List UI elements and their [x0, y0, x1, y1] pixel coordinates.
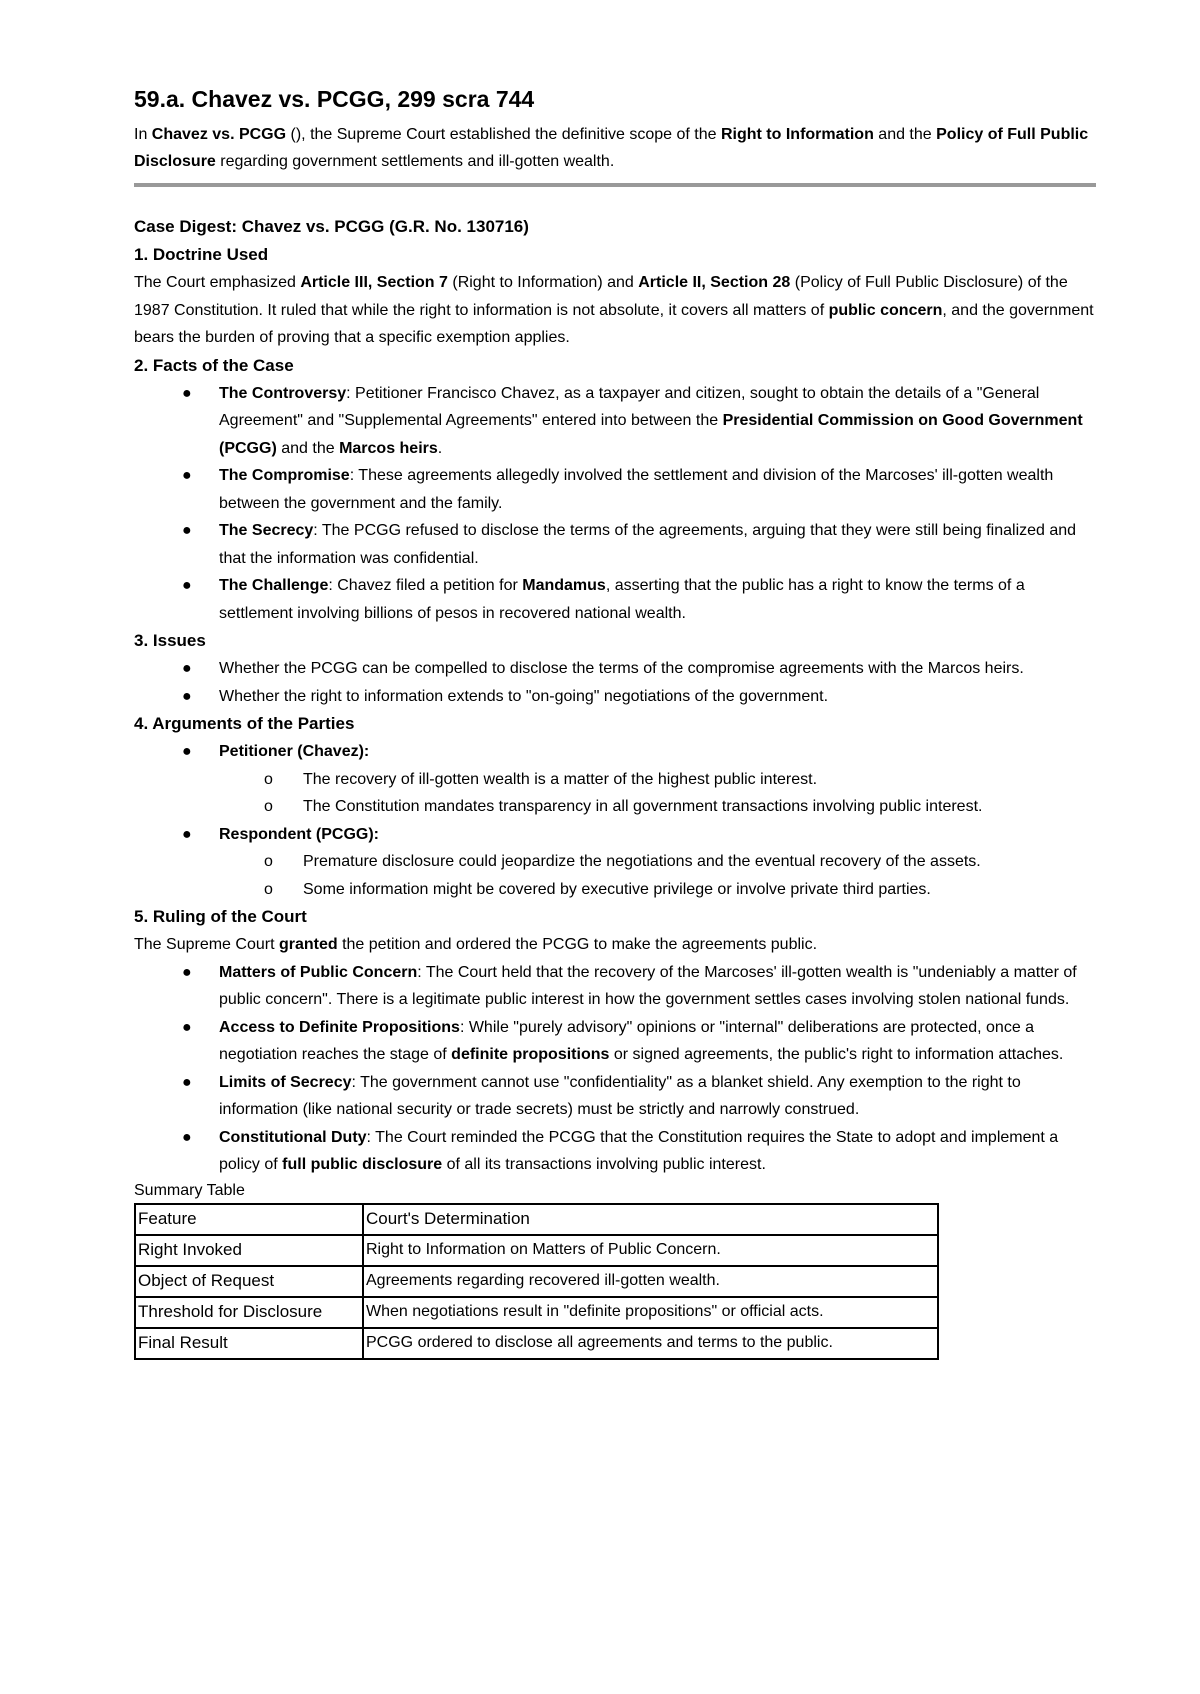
intro-text: regarding government settlements and ill-gotten wealth. [215, 153, 615, 170]
list-item [134, 821, 1096, 904]
bullet-icon: ● [182, 384, 192, 402]
ruling-bold: definite propositions [451, 1046, 610, 1063]
list-item [134, 1014, 1096, 1069]
argument-text: Some information might be covered by executive privilege or involve private third parties. [303, 880, 931, 898]
doctrine-text: (Right to Information) and [447, 274, 639, 291]
intro-paragraph [134, 121, 1096, 175]
fact-bold: Mandamus [522, 577, 606, 594]
table-row [135, 1328, 938, 1359]
ruling-heading: 5. Ruling of the Court [134, 907, 307, 926]
circle-bullet-icon: o [264, 880, 273, 898]
list-item [219, 793, 1096, 821]
list-item [134, 462, 1096, 517]
bullet-icon: ● [182, 660, 192, 677]
arguments-heading: 4. Arguments of the Parties [134, 714, 355, 733]
doctrine-text: The Court emphasized [134, 274, 301, 291]
list-item [134, 655, 1096, 683]
fact-term: The Compromise [219, 467, 350, 484]
ruling-lead [134, 931, 1096, 959]
list-item [134, 683, 1096, 711]
bullet-icon: ● [182, 577, 192, 594]
list-item [219, 766, 1096, 794]
table-cell: PCGG ordered to disclose all agreements and terms to the public. [363, 1328, 938, 1359]
list-item [219, 848, 1096, 876]
issues-list [134, 655, 1096, 710]
argument-text: The recovery of ill-gotten wealth is a matter of the highest public interest. [303, 770, 818, 788]
argument-text: The Constitution mandates transparency in all government transactions involving public interest. [303, 798, 983, 815]
ruling-text: : The Court held that the recovery of the Marcoses' ill-gotten wealth is "undeniably a matter of public concern". There is a legitimate public interest in how the government settles cases involving stolen national funds. [219, 963, 1077, 1008]
intro-text: (), the Supreme Court established the definitive scope of the [286, 126, 721, 143]
party-label: Respondent (PCGG): [219, 825, 379, 843]
ruling-text: : The Court reminded the PCGG that the Constitution requires the State to adopt and implement a policy of [219, 1128, 1059, 1173]
fact-text: : The PCGG refused to disclose the terms of the agreements, arguing that they were still being finalized and that the information was confidential. [219, 522, 1077, 567]
bullet-icon: ● [182, 1018, 192, 1036]
list-item [134, 1069, 1096, 1124]
table-row [135, 1235, 938, 1266]
intro-text: and the [873, 126, 937, 143]
table-cell: Agreements regarding recovered ill-gotten wealth. [363, 1266, 938, 1297]
table-cell: Final Result [135, 1328, 363, 1359]
bullet-icon: ● [182, 687, 192, 705]
issue-text: Whether the PCGG can be compelled to disclose the terms of the compromise agreements with the Marcos heirs. [219, 660, 1024, 677]
intro-bold-policy: Policy of Full Public Disclosure [134, 126, 1089, 170]
argument-text: Premature disclosure could jeopardize the negotiations and the eventual recovery of the assets. [303, 853, 981, 870]
circle-bullet-icon: o [264, 798, 273, 815]
table-caption: Summary Table [134, 1181, 245, 1199]
fact-bold: Marcos heirs [339, 439, 438, 457]
doctrine-text: , and the government bears the burden of proving that a specific exemption applies. [134, 301, 1094, 346]
doctrine-heading: 1. Doctrine Used [134, 245, 269, 264]
bullet-icon: ● [182, 467, 192, 484]
petitioner-points [219, 766, 1096, 821]
bullet-icon: ● [182, 522, 192, 539]
doctrine-bold: Article II, Section 28 [638, 274, 791, 291]
fact-bold: Presidential Commission on Good Government (PCGG) [219, 412, 1083, 457]
list-item [134, 1124, 1096, 1179]
issue-text: Whether the right to information extends to "on-going" negotiations of the government. [219, 687, 829, 705]
respondent-points [219, 848, 1096, 903]
fact-term: The Controversy [219, 384, 347, 402]
table-cell: When negotiations result in "definite propositions" or official acts. [363, 1297, 938, 1328]
ruling-text: or signed agreements, the public's right to information attaches. [609, 1046, 1064, 1063]
ruling-list [134, 959, 1096, 1179]
circle-bullet-icon: o [264, 853, 273, 870]
party-label: Petitioner (Chavez): [219, 743, 370, 760]
ruling-term: Access to Definite Propositions [219, 1018, 460, 1036]
ruling-bold: full public disclosure [282, 1156, 443, 1173]
summary-table [134, 1203, 939, 1360]
arguments-list [134, 738, 1096, 903]
fact-text: : Petitioner Francisco Chavez, as a taxpayer and citizen, sought to obtain the details of a "General Agreement" and "Supplemental Agreements" entered into between the [219, 384, 1040, 429]
ruling-term: Matters of Public Concern [219, 963, 418, 981]
bullet-icon: ● [182, 963, 192, 981]
bullet-icon: ● [182, 1073, 192, 1091]
ruling-term: Limits of Secrecy [219, 1073, 352, 1091]
bullet-icon: ● [182, 743, 192, 760]
list-item [134, 959, 1096, 1014]
table-header-row [135, 1204, 938, 1235]
digest-title: Case Digest: Chavez vs. PCGG (G.R. No. 130716) [134, 217, 529, 236]
list-item [219, 876, 1096, 904]
fact-text: : Chavez filed a petition for [328, 577, 523, 594]
table-cell: Threshold for Disclosure [135, 1297, 363, 1328]
table-header-cell: Court's Determination [363, 1204, 938, 1235]
list-item [134, 517, 1096, 572]
doctrine-text: (Policy of Full Public Disclosure) of the 1987 Constitution. It ruled that while the right to information is not absolute, it covers all matters of [134, 274, 1068, 319]
table-cell: Right Invoked [135, 1235, 363, 1266]
intro-bold-right: Right to Information [720, 126, 874, 143]
bullet-icon: ● [182, 1128, 192, 1146]
fact-term: The Secrecy [219, 522, 314, 539]
table-header-cell: Feature [135, 1204, 363, 1235]
fact-text: , asserting that the public has a right to know the terms of a settlement involving billions of pesos in recovered national wealth. [219, 577, 1025, 622]
bullet-icon: ● [182, 825, 192, 843]
issues-heading: 3. Issues [134, 631, 206, 650]
facts-heading: 2. Facts of the Case [134, 355, 294, 375]
ruling-term: Constitutional Duty [219, 1128, 367, 1146]
table-cell: Right to Information on Matters of Public Concern. [363, 1235, 938, 1266]
doctrine-bold: Article III, Section 7 [300, 274, 448, 291]
document-title: 59.a. Chavez vs. PCGG, 299 scra 744 [134, 86, 535, 112]
list-item [134, 572, 1096, 627]
list-item [134, 380, 1096, 463]
ruling-text: : The government cannot use "confidentiality" as a blanket shield. Any exemption to the right to information (like national security or trade secrets) must be strictly and narrowly construed. [219, 1073, 1021, 1118]
list-item [134, 738, 1096, 821]
doctrine-bold: public concern [828, 301, 943, 319]
table-row [135, 1266, 938, 1297]
ruling-bold: granted [278, 936, 338, 953]
ruling-text: of all its transactions involving public interest. [442, 1156, 766, 1173]
intro-text: In [134, 126, 152, 143]
intro-bold-case: Chavez vs. PCGG [151, 126, 287, 143]
ruling-text: the petition and ordered the PCGG to make the agreements public. [337, 936, 818, 953]
circle-bullet-icon: o [264, 770, 273, 788]
table-row [135, 1297, 938, 1328]
horizontal-rule [134, 183, 1096, 187]
facts-list [134, 380, 1096, 628]
fact-text: : These agreements allegedly involved the settlement and division of the Marcoses' ill-gotten wealth between the government and the family. [219, 467, 1054, 512]
doctrine-paragraph [134, 269, 1096, 352]
table-cell: Object of Request [135, 1266, 363, 1297]
fact-text: and the [276, 439, 340, 457]
fact-term: The Challenge [219, 577, 329, 594]
ruling-text: The Supreme Court [134, 936, 279, 953]
ruling-text: : While "purely advisory" opinions or "internal" deliberations are protected, once a negotiation reaches the stage of [219, 1018, 1035, 1063]
fact-text: . [437, 439, 443, 457]
